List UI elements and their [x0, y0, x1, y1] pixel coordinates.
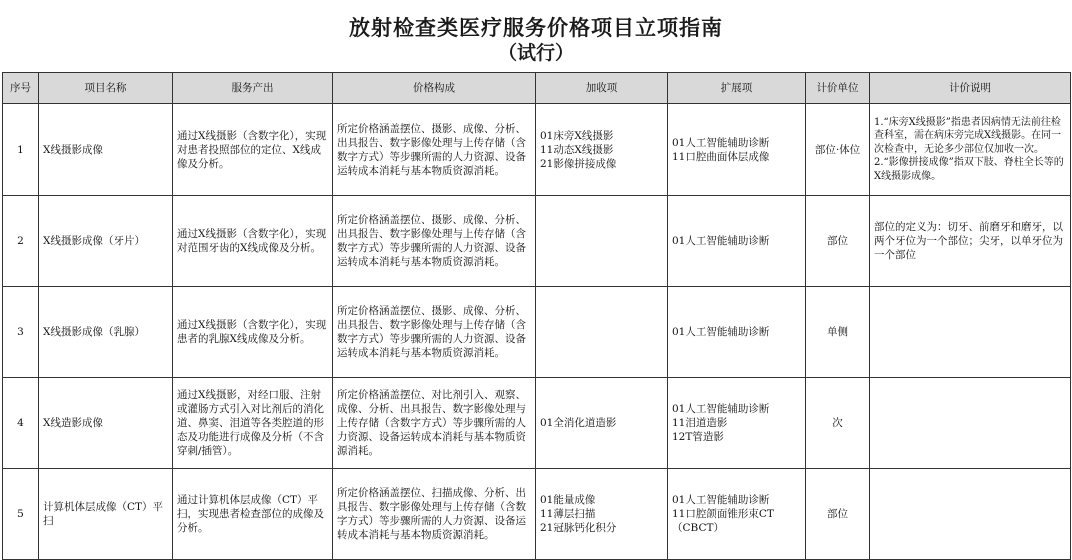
surcharge-items — [536, 196, 668, 287]
row-number: 5 — [3, 469, 39, 560]
pricing-unit: 单侧 — [806, 287, 870, 378]
extension-items: 01人工智能辅助诊断 11口腔曲面体层成像 — [668, 104, 806, 196]
pricing-unit: 部位·体位 — [806, 104, 870, 196]
header-cell-no: 序号 — [3, 73, 39, 104]
item-name: X线摄影成像（乳腺） — [39, 287, 173, 378]
service-output: 通过X线摄影（含数字化），实现患者的乳腺X线成像及分析。 — [173, 287, 333, 378]
item-name: X线摄影成像（牙片） — [39, 196, 173, 287]
table-row — [3, 469, 1071, 560]
extension-items: 01人工智能辅助诊断 — [668, 196, 806, 287]
header-cell-price: 价格构成 — [333, 73, 536, 104]
table-header-row — [3, 73, 1071, 104]
header-cell-unit: 计价单位 — [806, 73, 870, 104]
header-cell-output: 服务产出 — [173, 73, 333, 104]
service-output: 通过X线摄影，对经口服、注射或灌肠方式引入对比剂后的消化道、鼻窦、泪道等各类腔道的形态及功能进行成像及分析（不含穿刺/插管）。 — [173, 378, 333, 469]
table-row — [3, 196, 1071, 287]
surcharge-items: 01床旁X线摄影 11动态X线摄影 21影像拼接成像 — [536, 104, 668, 196]
extension-items: 01人工智能辅助诊断 — [668, 287, 806, 378]
pricing-unit: 部位 — [806, 469, 870, 560]
price-guide-table — [2, 72, 1071, 560]
price-composition: 所定价格涵盖摆位、摄影、成像、分析、出具报告、数字影像处理与上传存储（含数字方式）等步骤所需的人力资源、设备运转成本消耗与基本物质资源消耗。 — [333, 104, 536, 196]
pricing-unit: 次 — [806, 378, 870, 469]
extension-items: 01人工智能辅助诊断 11口腔颌面锥形束CT（CBCT） — [668, 469, 806, 560]
row-number: 2 — [3, 196, 39, 287]
price-composition: 所定价格涵盖摆位、摄影、成像、分析、出具报告、数字影像处理与上传存储（含数字方式）等步骤所需的人力资源、设备运转成本消耗与基本物质资源消耗。 — [333, 196, 536, 287]
item-name: X线造影成像 — [39, 378, 173, 469]
item-name: 计算机体层成像（CT）平扫 — [39, 469, 173, 560]
table-row — [3, 378, 1071, 469]
pricing-note — [870, 287, 1071, 378]
header-cell-extension: 扩展项 — [668, 73, 806, 104]
row-number: 1 — [3, 104, 39, 196]
header-cell-name: 项目名称 — [39, 73, 173, 104]
surcharge-items — [536, 287, 668, 378]
price-composition: 所定价格涵盖摆位、对比剂引入、观察、成像、分析、出具报告、数字影像处理与上传存储（含数字方式）等步骤所需的人力资源、设备运转成本消耗与基本物质资源消耗。 — [333, 378, 536, 469]
price-composition: 所定价格涵盖摆位、扫描成像、分析、出具报告、数字影像处理与上传存储（含数字方式）等步骤所需的人力资源、设备运转成本消耗与基本物质资源消耗。 — [333, 469, 536, 560]
document-title: 放射检查类医疗服务价格项目立项指南 — [349, 16, 723, 40]
header-cell-surcharge: 加收项 — [536, 73, 668, 104]
table-row — [3, 104, 1071, 196]
pricing-note — [870, 469, 1071, 560]
service-output: 通过X线摄影（含数字化），实现对范围牙齿的X线成像及分析。 — [173, 196, 333, 287]
row-number: 4 — [3, 378, 39, 469]
price-composition: 所定价格涵盖摆位、摄影、成像、分析、出具报告、数字影像处理与上传存储（含数字方式）等步骤所需的人力资源、设备运转成本消耗与基本物质资源消耗。 — [333, 287, 536, 378]
pricing-note: 部位的定义为：切牙、前磨牙和磨牙，以两个牙位为一个部位；尖牙，以单牙位为一个部位 — [870, 196, 1071, 287]
service-output: 通过X线摄影（含数字化），实现对患者投照部位的定位、X线成像及分析。 — [173, 104, 333, 196]
pricing-note: 1.“床旁X线摄影”指患者因病情无法前往检查科室，需在病床旁完成X线摄影。在同一次检查中，无论多少部位仅加收一次。 2.“影像拼接成像”指双下肢、脊柱全长等的X线摄影成像。 — [870, 104, 1071, 196]
item-name: X线摄影成像 — [39, 104, 173, 196]
table-row — [3, 287, 1071, 378]
extension-items: 01人工智能辅助诊断 11泪道造影 12T管造影 — [668, 378, 806, 469]
pricing-note — [870, 378, 1071, 469]
row-number: 3 — [3, 287, 39, 378]
pricing-unit: 部位 — [806, 196, 870, 287]
surcharge-items: 01能量成像 11薄层扫描 21冠脉钙化积分 — [536, 469, 668, 560]
document-subtitle: （试行） — [497, 42, 574, 64]
surcharge-items: 01全消化道造影 — [536, 378, 668, 469]
header-cell-note: 计价说明 — [870, 73, 1071, 104]
service-output: 通过计算机体层成像（CT）平扫，实现患者检查部位的成像及分析。 — [173, 469, 333, 560]
